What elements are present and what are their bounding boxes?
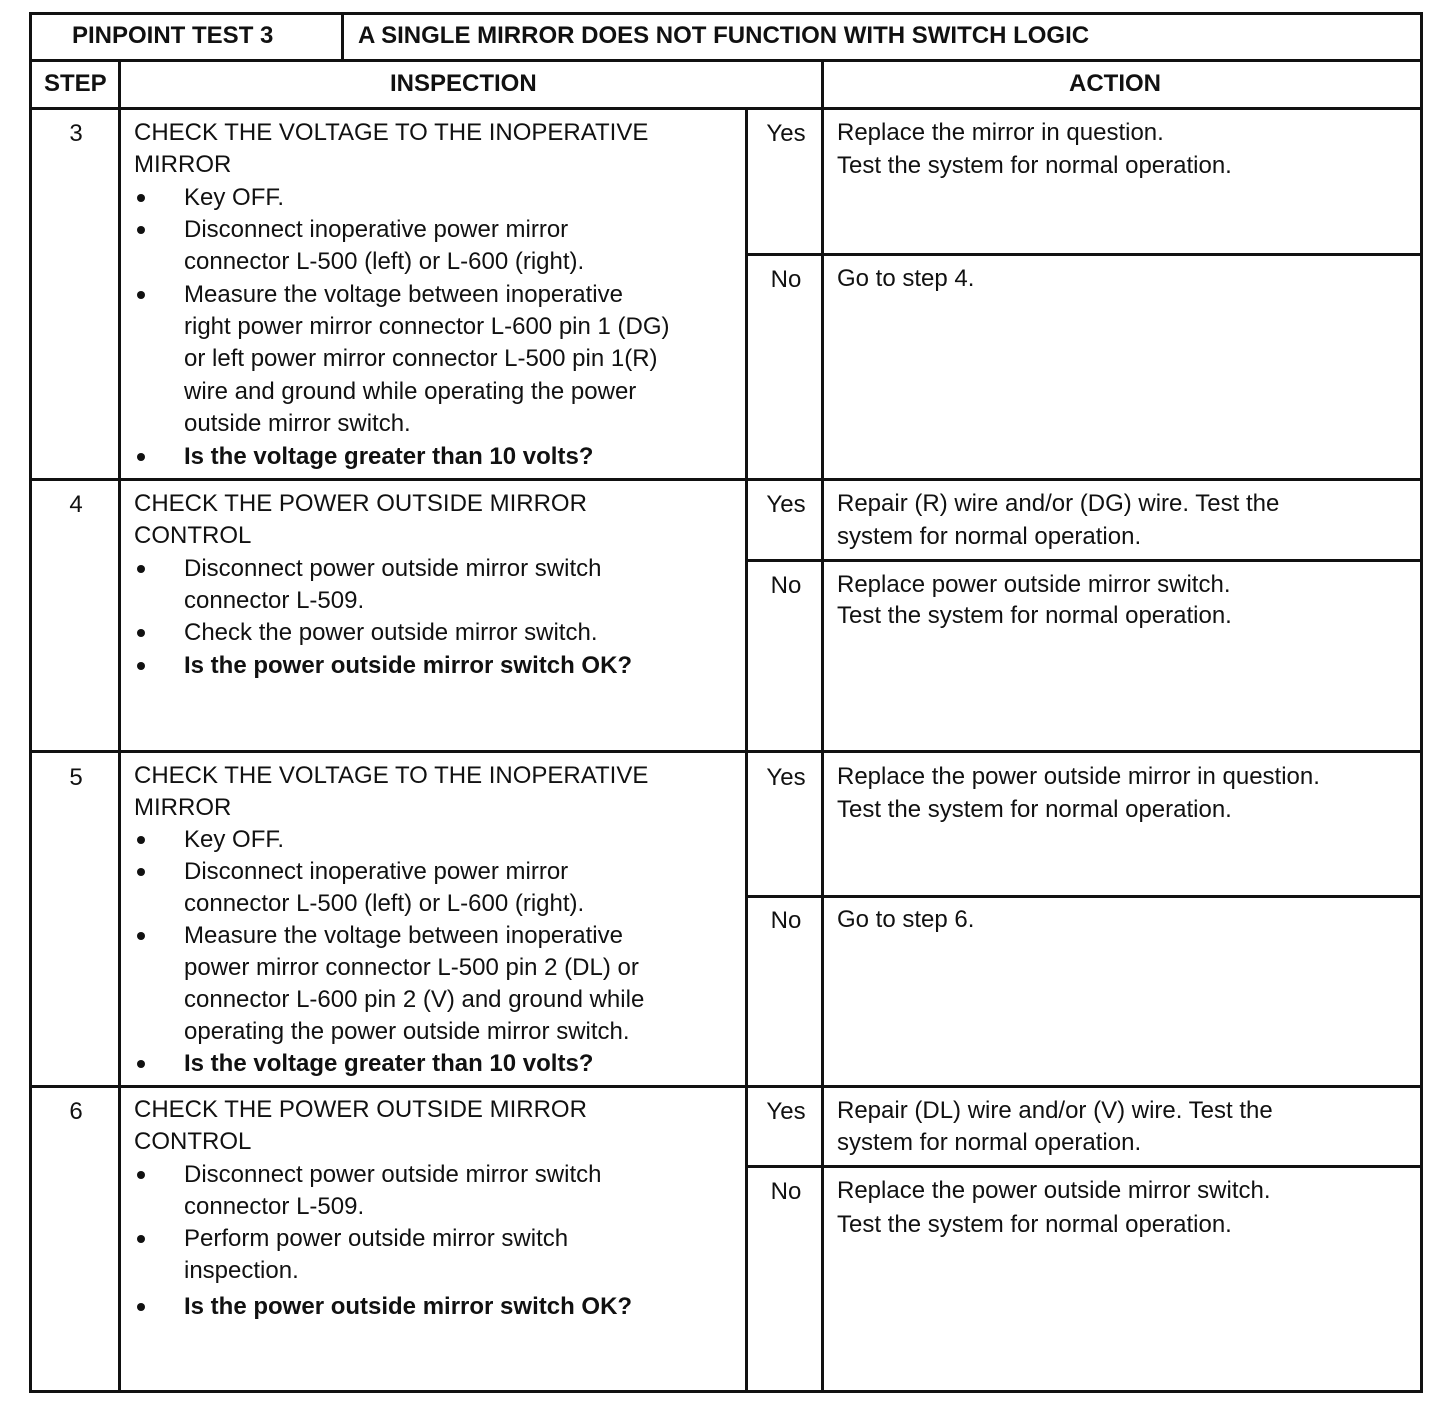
bullet-question: Is the voltage greater than 10 volts?	[184, 1050, 594, 1077]
bullet-icon	[137, 662, 145, 670]
bullet-text: right power mirror connector L-600 pin 1 (DG)	[184, 313, 670, 340]
bullet-text: Key OFF.	[184, 826, 285, 853]
bullet-text: Measure the voltage between inoperative	[184, 281, 623, 308]
test-id: PINPOINT TEST 3	[72, 22, 274, 49]
bullet-text: Disconnect power outside mirror switch	[184, 1161, 602, 1188]
yes-label: Yes	[766, 1098, 806, 1125]
yes-action: system for normal operation.	[837, 523, 1142, 550]
bullet-text: wire and ground while operating the power	[184, 378, 637, 405]
bullet-text: inspection.	[184, 1257, 299, 1284]
step-heading: CHECK THE VOLTAGE TO THE INOPERATIVE	[134, 119, 649, 146]
step-number: 5	[69, 764, 83, 791]
no-action: Go to step 4.	[837, 265, 975, 292]
column-header-bottom-rule	[29, 107, 1423, 110]
yes-label: Yes	[766, 491, 806, 518]
step-heading: CONTROL	[134, 522, 252, 549]
action-column-header: ACTION	[1069, 70, 1161, 97]
bullet-icon	[137, 1171, 145, 1179]
row-divider-5-6	[29, 1085, 1423, 1088]
yes-no-divider-5	[746, 895, 1423, 898]
bullet-icon	[137, 565, 145, 573]
bullet-text: outside mirror switch.	[184, 410, 411, 437]
bullet-text: connector L-509.	[184, 587, 365, 614]
bullet-icon	[137, 1303, 145, 1311]
inspection-column-header: INSPECTION	[390, 70, 537, 97]
no-label: No	[770, 1178, 802, 1205]
bullet-icon	[137, 1235, 145, 1243]
no-action: Replace power outside mirror switch.	[837, 571, 1231, 598]
no-action: Test the system for normal operation.	[837, 1211, 1232, 1238]
yes-action: Repair (R) wire and/or (DG) wire. Test the	[837, 490, 1280, 517]
no-action: Test the system for normal operation.	[837, 602, 1232, 629]
bullet-icon	[137, 932, 145, 940]
bullet-icon	[137, 194, 145, 202]
title-divider	[341, 12, 344, 61]
bullet-text: Disconnect inoperative power mirror	[184, 216, 569, 243]
step-heading: CONTROL	[134, 1128, 252, 1155]
bullet-text: Measure the voltage between inoperative	[184, 922, 623, 949]
bullet-icon	[137, 836, 145, 844]
no-label: No	[770, 266, 802, 293]
bullet-text: connector L-500 (left) or L-600 (right).	[184, 248, 585, 275]
step-number: 4	[69, 491, 83, 518]
bullet-text: power mirror connector L-500 pin 2 (DL) or	[184, 954, 639, 981]
yes-action: Test the system for normal operation.	[837, 152, 1232, 179]
bullet-icon	[137, 226, 145, 234]
bullet-question: Is the power outside mirror switch OK?	[184, 652, 633, 679]
yes-action: Replace the mirror in question.	[837, 119, 1164, 146]
bullet-text: Perform power outside mirror switch	[184, 1225, 569, 1252]
step-heading: MIRROR	[134, 794, 232, 821]
bullet-icon	[137, 291, 145, 299]
no-action: Replace the power outside mirror switch.	[837, 1177, 1271, 1204]
step-heading: MIRROR	[134, 151, 232, 178]
yes-action: Repair (DL) wire and/or (V) wire. Test the	[837, 1097, 1273, 1124]
bullet-icon	[137, 453, 145, 461]
yes-no-divider-6	[746, 1165, 1423, 1168]
bullet-text: connector L-500 (left) or L-600 (right).	[184, 890, 585, 917]
bullet-question: Is the power outside mirror switch OK?	[184, 1293, 633, 1320]
yes-label: Yes	[766, 764, 806, 791]
test-title: A SINGLE MIRROR DOES NOT FUNCTION WITH SWITCH LOGIC	[358, 22, 1090, 49]
step-heading: CHECK THE POWER OUTSIDE MIRROR	[134, 1096, 587, 1123]
step-number: 3	[69, 120, 83, 147]
step-number: 6	[69, 1098, 83, 1125]
bullet-text: Check the power outside mirror switch.	[184, 619, 598, 646]
yes-no-divider-4	[746, 559, 1423, 562]
yes-label: Yes	[766, 120, 806, 147]
yes-action: Test the system for normal operation.	[837, 796, 1232, 823]
title-bottom-rule	[29, 59, 1423, 62]
bullet-text: Disconnect inoperative power mirror	[184, 858, 569, 885]
bullet-text: Key OFF.	[184, 184, 285, 211]
bullet-icon	[137, 868, 145, 876]
row-divider-3-4	[29, 478, 1423, 481]
no-action: Go to step 6.	[837, 906, 975, 933]
row-divider-4-5	[29, 750, 1423, 753]
bullet-text: connector L-600 pin 2 (V) and ground while	[184, 986, 645, 1013]
bullet-icon	[137, 1060, 145, 1068]
bullet-icon	[137, 629, 145, 637]
no-label: No	[770, 907, 802, 934]
no-label: No	[770, 572, 802, 599]
bullet-text: or left power mirror connector L-500 pin 1(R)	[184, 345, 658, 372]
step-heading: CHECK THE VOLTAGE TO THE INOPERATIVE	[134, 762, 649, 789]
step-column-rule	[118, 59, 121, 1393]
step-heading: CHECK THE POWER OUTSIDE MIRROR	[134, 490, 587, 517]
bullet-text: Disconnect power outside mirror switch	[184, 555, 602, 582]
bullet-text: operating the power outside mirror switch.	[184, 1018, 630, 1045]
yes-action: system for normal operation.	[837, 1129, 1142, 1156]
yes-no-divider-3	[746, 253, 1423, 256]
yes-action: Replace the power outside mirror in question.	[837, 763, 1320, 790]
bullet-question: Is the voltage greater than 10 volts?	[184, 443, 594, 470]
bullet-text: connector L-509.	[184, 1193, 365, 1220]
step-column-header: STEP	[44, 70, 107, 97]
